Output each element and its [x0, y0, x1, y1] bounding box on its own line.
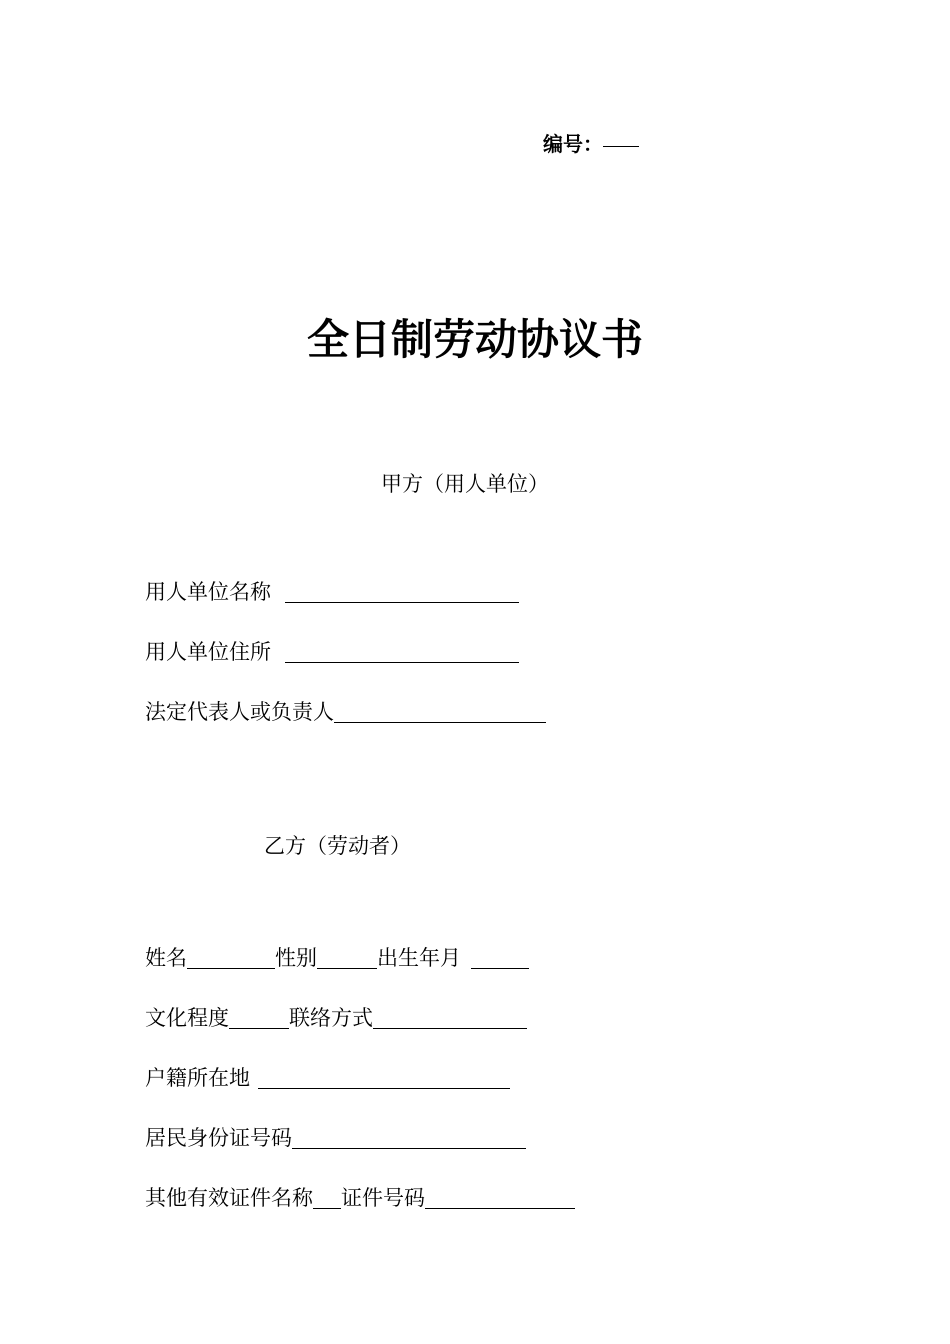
contact-blank[interactable] — [373, 1006, 527, 1029]
id-number-label: 居民身份证号码 — [145, 1126, 292, 1150]
gender-blank[interactable] — [317, 946, 377, 969]
education-contact-row — [145, 1003, 527, 1033]
household-row — [145, 1063, 510, 1093]
household-blank[interactable] — [258, 1066, 510, 1089]
representative-blank[interactable] — [334, 700, 546, 723]
serial-number-blank[interactable] — [603, 124, 639, 147]
serial-number-line — [543, 124, 639, 158]
worker-name-label: 姓名 — [145, 946, 187, 970]
birth-label: 出生年月 — [377, 946, 461, 970]
serial-number-label: 编号： — [543, 132, 603, 156]
education-blank[interactable] — [229, 1006, 289, 1029]
cert-number-label: 证件号码 — [341, 1186, 425, 1210]
document-title: 全日制劳动协议书 — [306, 315, 643, 364]
other-cert-row — [145, 1183, 575, 1213]
education-label: 文化程度 — [145, 1006, 229, 1030]
household-label: 户籍所在地 — [145, 1066, 250, 1090]
name-gender-birth-row — [145, 943, 529, 973]
other-cert-label: 其他有效证件名称 — [145, 1186, 313, 1210]
gender-label: 性别 — [275, 946, 317, 970]
party-b-heading: 乙方（劳动者） — [264, 834, 411, 858]
birth-blank[interactable] — [471, 946, 529, 969]
cert-number-blank[interactable] — [425, 1186, 575, 1209]
employer-name-blank[interactable] — [285, 580, 519, 603]
employer-name-label: 用人单位名称 — [145, 580, 271, 604]
worker-name-blank[interactable] — [187, 946, 275, 969]
employer-address-label: 用人单位住所 — [145, 640, 271, 664]
representative-row — [145, 697, 546, 727]
representative-label: 法定代表人或负责人 — [145, 700, 334, 724]
party-a-heading: 甲方（用人单位） — [381, 472, 549, 496]
employer-address-row — [145, 637, 519, 667]
employer-name-row — [145, 577, 519, 607]
other-cert-blank[interactable] — [313, 1186, 341, 1209]
id-number-blank[interactable] — [292, 1126, 526, 1149]
employer-address-blank[interactable] — [285, 640, 519, 663]
id-number-row — [145, 1123, 526, 1153]
contact-label: 联络方式 — [289, 1006, 373, 1030]
